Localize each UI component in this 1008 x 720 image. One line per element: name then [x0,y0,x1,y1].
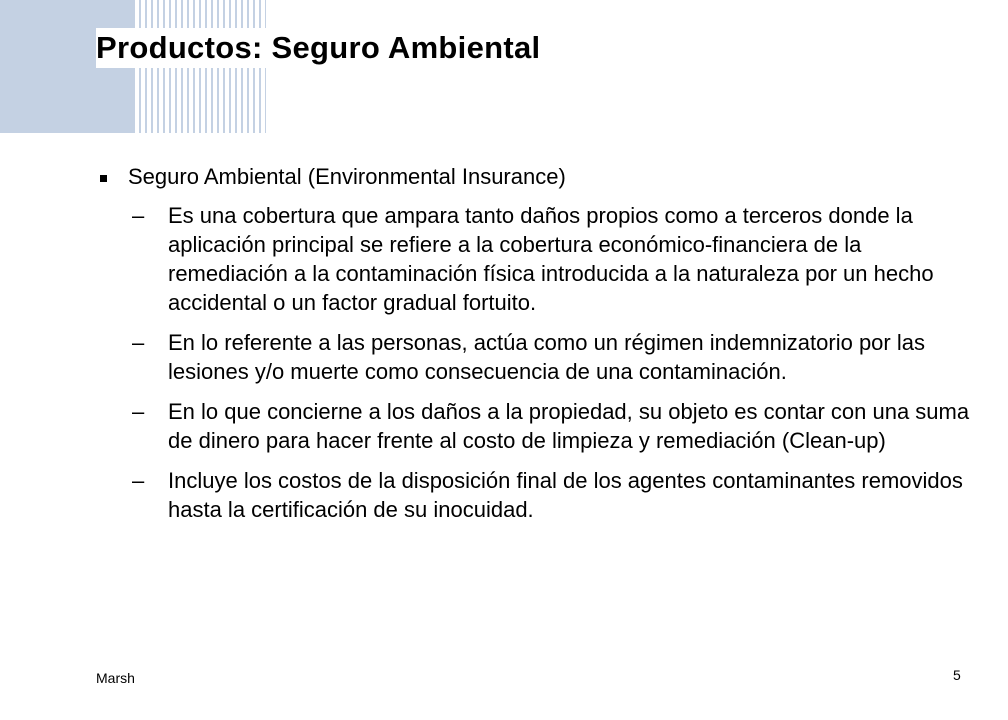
slide-title: Productos: Seguro Ambiental [96,28,546,68]
sub-bullet-text: En lo que concierne a los daños a la propiedad, su objeto es contar con una suma de dinero para hacer frente al costo de limpieza y remediación (Clean-up) [168,399,970,453]
dash-bullet-icon: – [132,468,145,493]
sub-bullet-text: Es una cobertura que ampara tanto daños propios como a terceros donde la aplicación principal se refiere a la cobertura económico-financiera de la remediación a la contaminación física introducida a la naturaleza por un hecho accidental o un factor gradual fortuito. [168,203,934,315]
sub-bullet-item [96,328,976,386]
slide-content [96,162,976,535]
dash-bullet-icon: – [132,399,145,424]
sub-bullet-text: En lo referente a las personas, actúa como un régimen indemnizatorio por las lesiones y/o muerte como consecuencia de una contaminación. [168,330,925,384]
dash-bullet-icon: – [132,330,145,355]
sub-bullet-item [96,397,976,455]
sub-bullet-item [96,466,976,524]
sub-bullet-text: Incluye los costos de la disposición final de los agentes contaminantes removidos hasta la certificación de su inocuidad. [168,468,963,522]
sub-bullet-list [96,201,976,524]
footer-company: Marsh [96,670,135,686]
sub-bullet-item [96,201,976,317]
page-number: 5 [953,667,961,683]
dash-bullet-icon: – [132,203,145,228]
square-bullet-icon [100,175,107,182]
bullet-item [96,162,976,191]
bullet-text: Seguro Ambiental (Environmental Insurance) [128,164,566,189]
